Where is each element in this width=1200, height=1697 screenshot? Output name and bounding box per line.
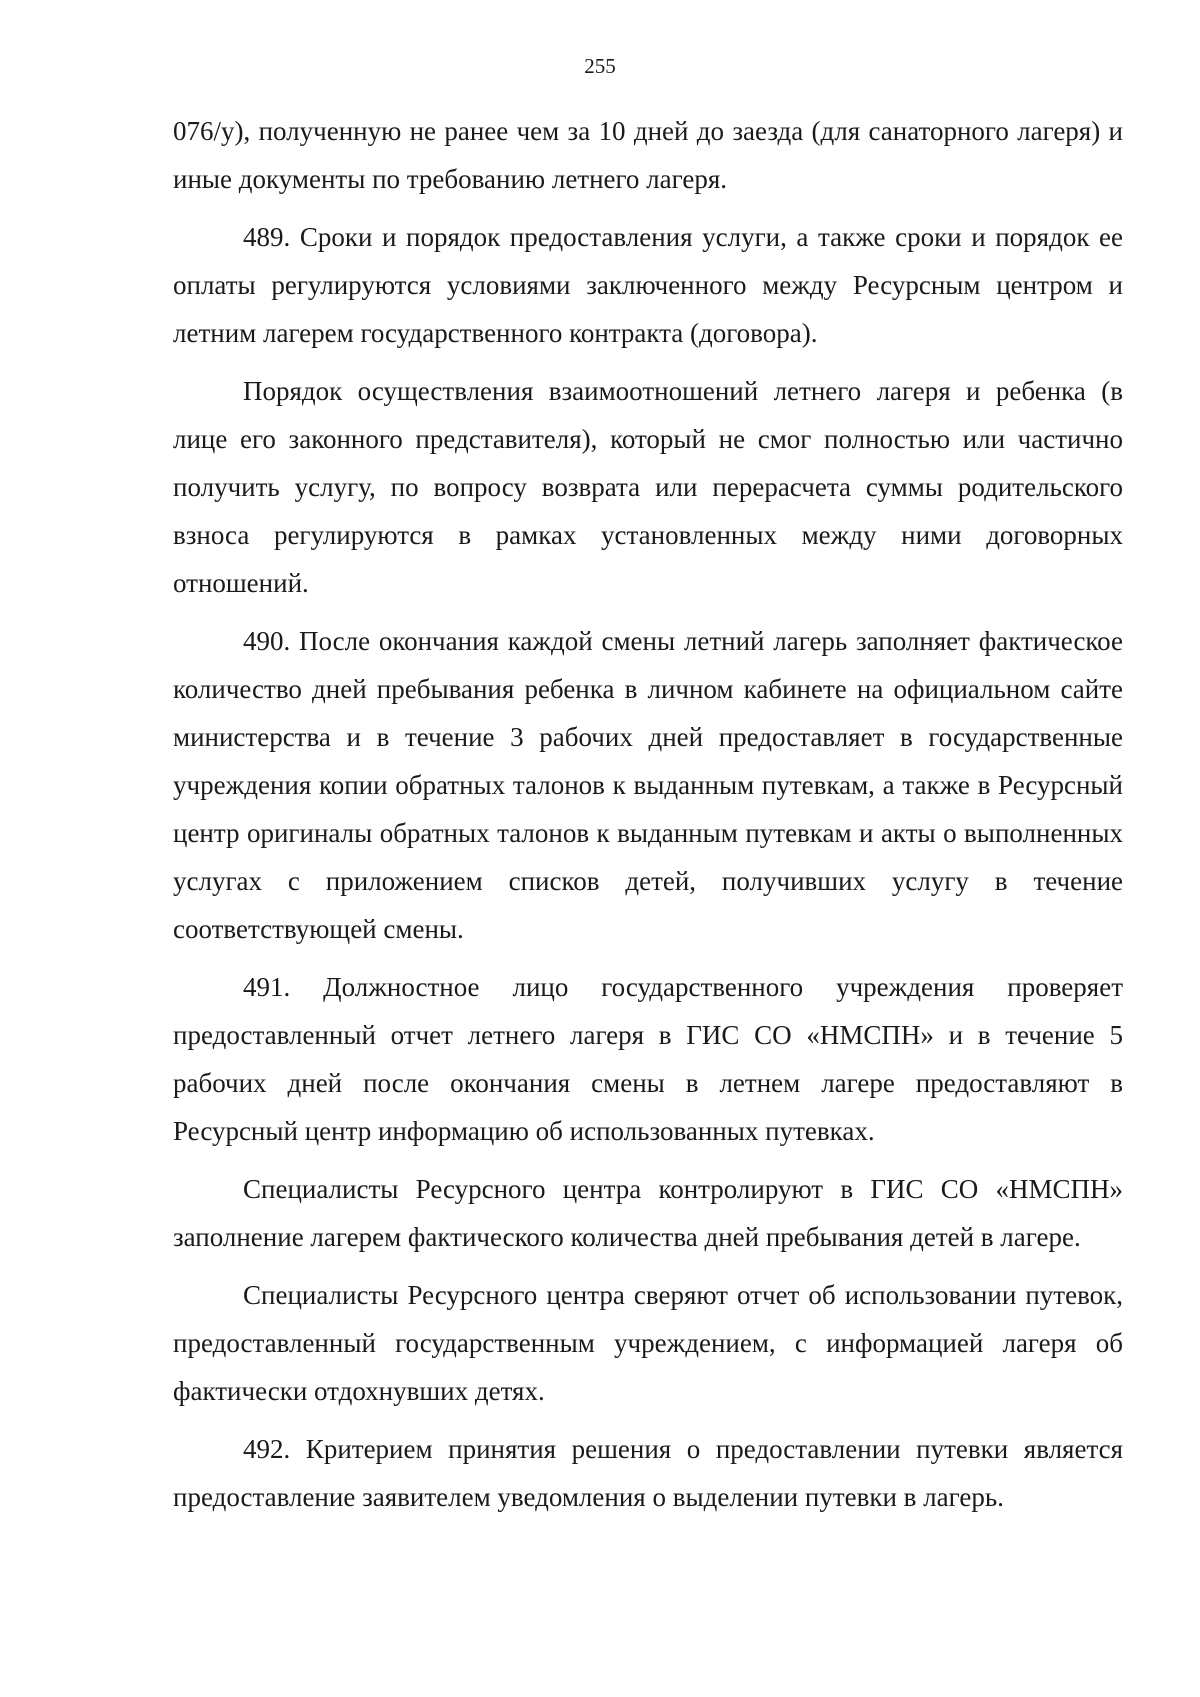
paragraph-490: 490. После окончания каждой смены летний лагерь заполняет фактическое количество дней пребывания ребенка в личном кабинете на официальном сайте министерства и в течение 3 рабочих дней предоставляет в государственные учреждения копии обратных талонов к выданным путевкам, а также в Ресурсный центр оригиналы обратных талонов к выданным путевкам и акты о выполненных услугах с приложением списков детей, получивших услугу в течение соответствующей смены. [173, 626, 1123, 944]
paragraph-resource-center-control: Специалисты Ресурсного центра контролируют в ГИС СО «НМСПН» заполнение лагерем фактического количества дней пребывания детей в лагере. [173, 1174, 1123, 1252]
page-number: 255 [584, 54, 616, 78]
document-body [173, 107, 1123, 1531]
paragraph-492: 492. Критерием принятия решения о предоставлении путевки является предоставление заявителем уведомления о выделении путевки в лагерь. [173, 1434, 1123, 1512]
paragraph-resource-center-reconcile: Специалисты Ресурсного центра сверяют отчет об использовании путевок, предоставленный государственным учреждением, с информацией лагеря об фактически отдохнувших детях. [173, 1280, 1123, 1406]
paragraph-refund-procedure: Порядок осуществления взаимоотношений летнего лагеря и ребенка (в лице его законного представителя), который не смог полностью или частично получить услугу, по вопросу возврата или перерасчета суммы родительского взноса регулируются в рамках установленных между ними договорных отношений. [173, 376, 1123, 598]
paragraph-491: 491. Должностное лицо государственного учреждения проверяет предоставленный отчет летнего лагеря в ГИС СО «НМСПН» и в течение 5 рабочих дней после окончания смены в летнем лагере предоставляют в Ресурсный центр информацию об использованных путевках. [173, 972, 1123, 1146]
paragraph-continuation: 076/у), полученную не ранее чем за 10 дней до заезда (для санаторного лагеря) и иные документы по требованию летнего лагеря. [173, 116, 1123, 194]
paragraph-489: 489. Сроки и порядок предоставления услуги, а также сроки и порядок ее оплаты регулируются условиями заключенного между Ресурсным центром и летним лагерем государственного контракта (договора). [173, 222, 1123, 348]
